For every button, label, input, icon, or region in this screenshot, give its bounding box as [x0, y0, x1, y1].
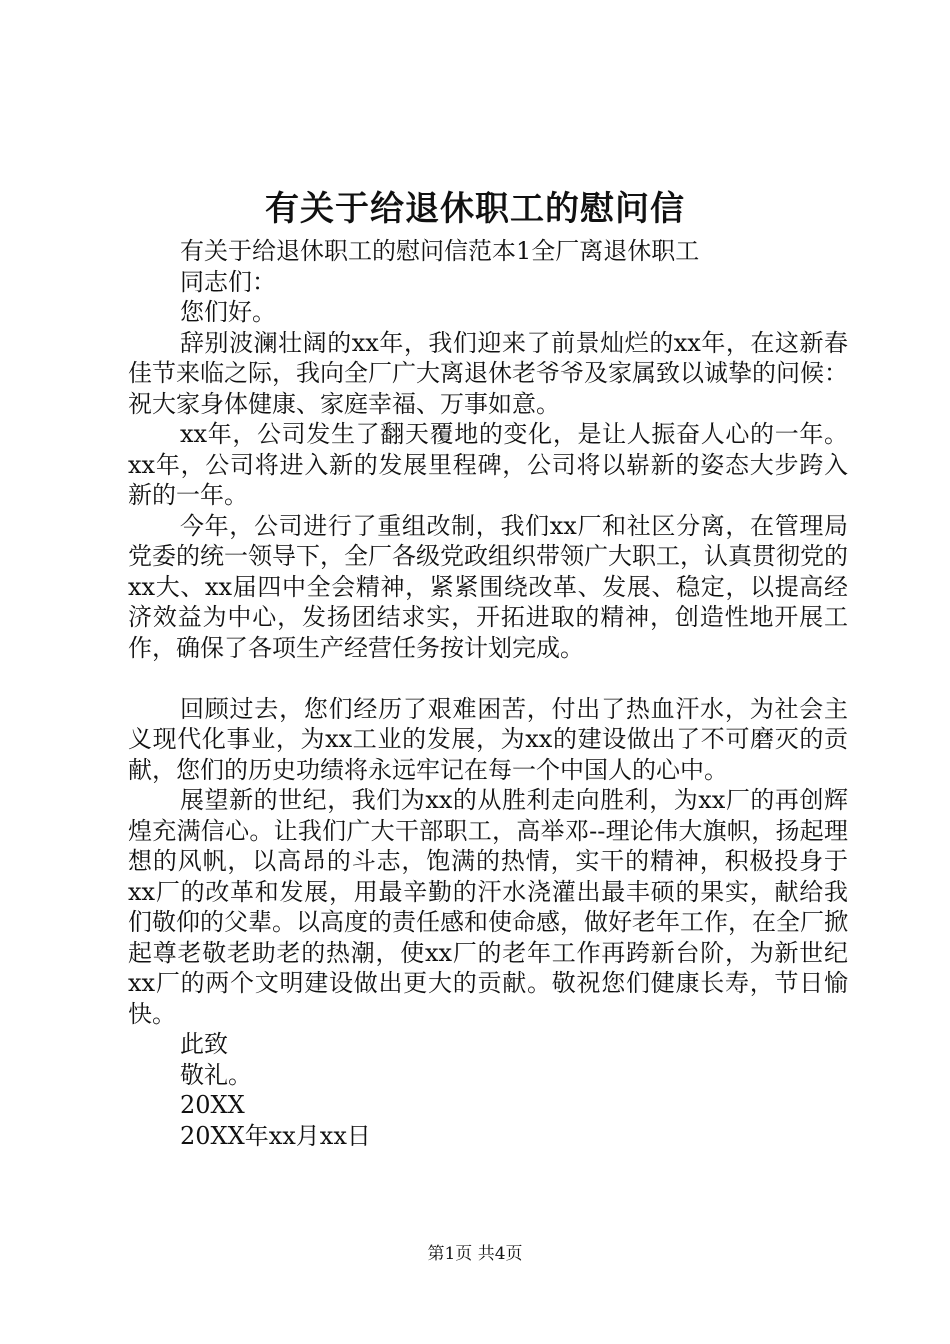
paragraph-3: 今年，公司进行了重组改制，我们xx厂和社区分离，在管理局党委的统一领导下，全厂各级党政组织带领广大职工，认真贯彻党的xx大、xx届四中全会精神，紧紧围绕改革、发展、稳定，以提高经济效益为中心，发扬团结求实，开拓进取的精神，创造性地开展工作，确保了各项生产经营任务按计划完成。: [128, 511, 848, 662]
page-footer: 第1页 共4页: [427, 1244, 523, 1264]
paragraph-4: 回顾过去，您们经历了艰难困苦，付出了热血汗水，为社会主义现代化事业，为xx工业的发展，为xx的建设做出了不可磨灭的贡献，您们的历史功绩将永远牢记在每一个中国人的心中。: [128, 694, 848, 784]
paragraph-5: 展望新的世纪，我们为xx的从胜利走向胜利，为xx厂的再创辉煌充满信心。让我们广大干部职工，高举邓--理论伟大旗帜，扬起理想的风帆，以高昂的斗志，饱满的热情，实干的精神，积极投身于xx厂的改革和发展，用最辛勤的汗水浇灌出最丰硕的果实，献给我们敬仰的父辈。以高度的责任感和使命感，做好老年工作，在全厂掀起尊老敬老助老的热潮，使xx厂的老年工作再跨新台阶，为新世纪xx厂的两个文明建设做出更大的贡献。敬祝您们健康长寿，节日愉快。: [128, 786, 848, 1028]
blank-line: [128, 663, 848, 694]
intro-line: 有关于给退休职工的慰问信范本1全厂离退休职工: [180, 237, 700, 265]
paragraph-2: xx年，公司发生了翻天覆地的变化，是让人振奋人心的一年。xx年，公司将进入新的发展里程碑，公司将以崭新的姿态大步跨入新的一年。: [128, 420, 848, 509]
document-body: [128, 236, 848, 1151]
date-line: 20XX年xx月xx日: [180, 1121, 371, 1150]
paragraph-1: 辞别波澜壮阔的xx年，我们迎来了前景灿烂的xx年，在这新春佳节来临之际，我向全厂广大离退休老爷爷及家属致以诚挚的问候：祝大家身体健康、家庭幸福、万事如意。: [128, 328, 848, 418]
salutation: 同志们：: [180, 267, 276, 296]
signature: 20XX: [180, 1091, 245, 1119]
regards: 敬礼。: [180, 1060, 252, 1089]
document-title: 有关于给退休职工的慰问信: [265, 189, 685, 229]
closing: 此致: [180, 1030, 228, 1058]
greeting: 您们好。: [180, 298, 276, 326]
